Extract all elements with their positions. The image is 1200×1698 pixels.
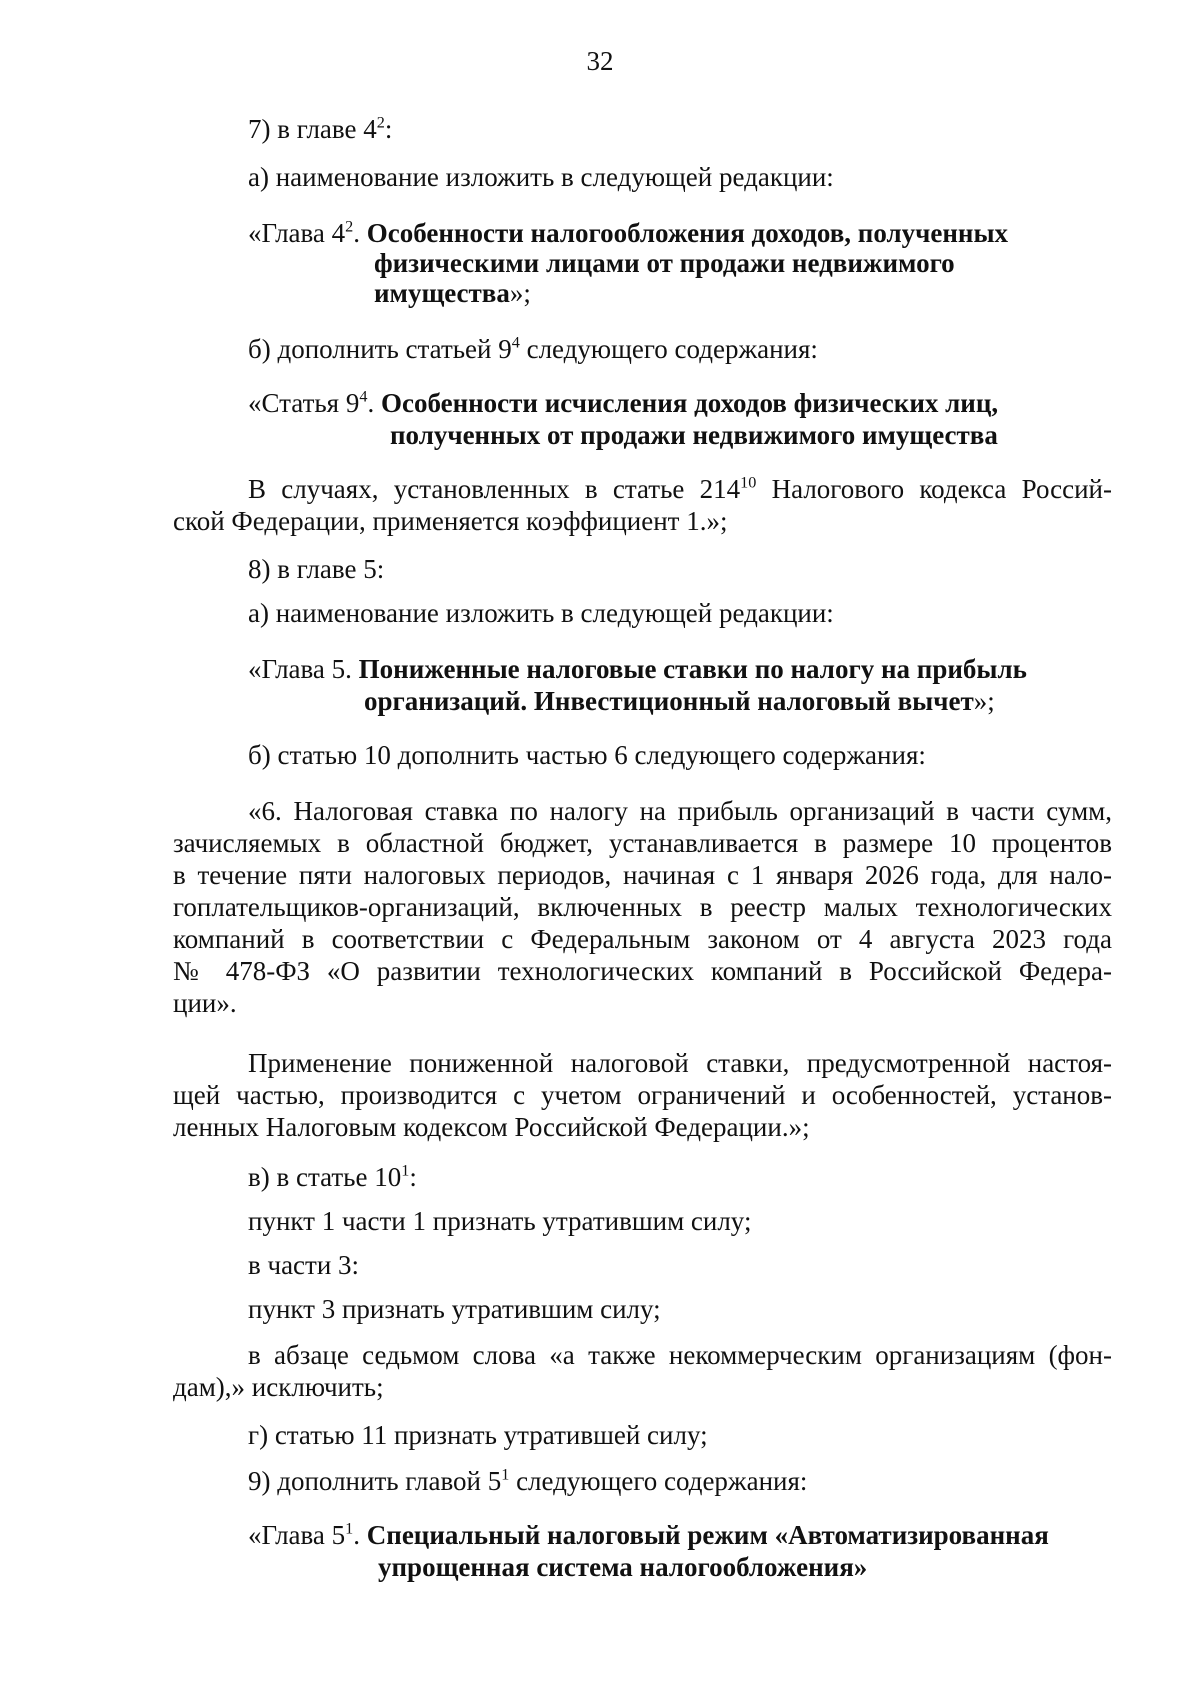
item-8v-point-1: пункт 1 части 1 признать утратившим силу; bbox=[248, 1206, 752, 1236]
item-8: 8) в главе 5: bbox=[248, 554, 385, 584]
document-page: 32 7) в главе $4^2$: а) наименование изложить в следующей редакции: «Глава $4^2$. Особенности налогообложения доходов, полученных физическими лицами от продажи недвижимого имущества»; б) дополнить статьей $9^4$ следующего содержания: «Статья $9^4$. Особенности исчисления доходов физических лиц, полученных от продажи недвижимого имущества В случаях, установленных в статье $214^{10}$ Налогового кодекса Россий- ской Федерации, применяется коэффициент 1.»; 8) в главе 5: а) наименование изложить в следующей редакции: «Глава 5. Пониженные налоговые ставки по налогу на прибыль организаций. Инвестиционный налоговый вычет»; б) статью 10 дополнить частью 6 следующего содержания: «6. Налоговая ставка по налогу на прибыль организаций в части сумм, зачисляемых в областной бюджет, устанавливается в размере 10 процентов в течение пяти налоговых периодов, начиная с 1 января 2026 года, для нало- гоплательщиков-организаций, включенных в реестр малых технологических компаний в соответствии с Федеральным законом от 4 августа 2023 года № 478-ФЗ «О развитии технологических компаний в Российской Федера- ции». Применение пониженной налоговой ставки, предусмотренной настоя- щей частью, производится с учетом ограничений и особенностей, установ- ленных Налоговым кодексом Российской Федерации.»; в) в статье $10^1$: пункт 1 части 1 признать утратившим силу; в части 3: пункт 3 признать утратившим силу; в абзаце седьмом слова «а также некоммерческим организациям (фон- дам),» исключить; г) статью 11 признать утратившей силу; 9) дополнить главой $5^1$ следующего содержания: «Глава $5^1$. Специальный налоговый режим «Автоматизированная упрощенная система налогообложения» bbox=[0, 0, 1200, 1698]
article-9-4-title: Особенности исчисления доходов физических лиц, bbox=[380, 388, 999, 418]
item-8v-part-3: в части 3: bbox=[248, 1250, 360, 1280]
item-8a: а) наименование изложить в следующей редакции: bbox=[248, 598, 834, 628]
item-8v: в) в статье $10^1$: bbox=[248, 1161, 417, 1192]
chapter-4-2-title: Особенности налогообложения доходов, полученных bbox=[366, 218, 1009, 248]
chapter-5-title: Пониженные налоговые ставки по налогу на прибыль bbox=[358, 654, 1027, 684]
item-7a: а) наименование изложить в следующей редакции: bbox=[248, 162, 834, 192]
item-7: 7) в главе $4^2$: bbox=[248, 113, 393, 144]
item-9: 9) дополнить главой $5^1$ следующего содержания: bbox=[248, 1465, 808, 1496]
page-number: 32 bbox=[586, 46, 614, 76]
chapter-5-1-title: Специальный налоговый режим «Автоматизированная bbox=[366, 1520, 1049, 1550]
item-8g: г) статью 11 признать утратившей силу; bbox=[248, 1420, 708, 1450]
item-8v-point-3: пункт 3 признать утратившим силу; bbox=[248, 1294, 661, 1324]
item-8b: б) статью 10 дополнить частью 6 следующего содержания: bbox=[248, 740, 926, 770]
item-7b: б) дополнить статьей $9^4$ следующего содержания: bbox=[248, 333, 818, 364]
